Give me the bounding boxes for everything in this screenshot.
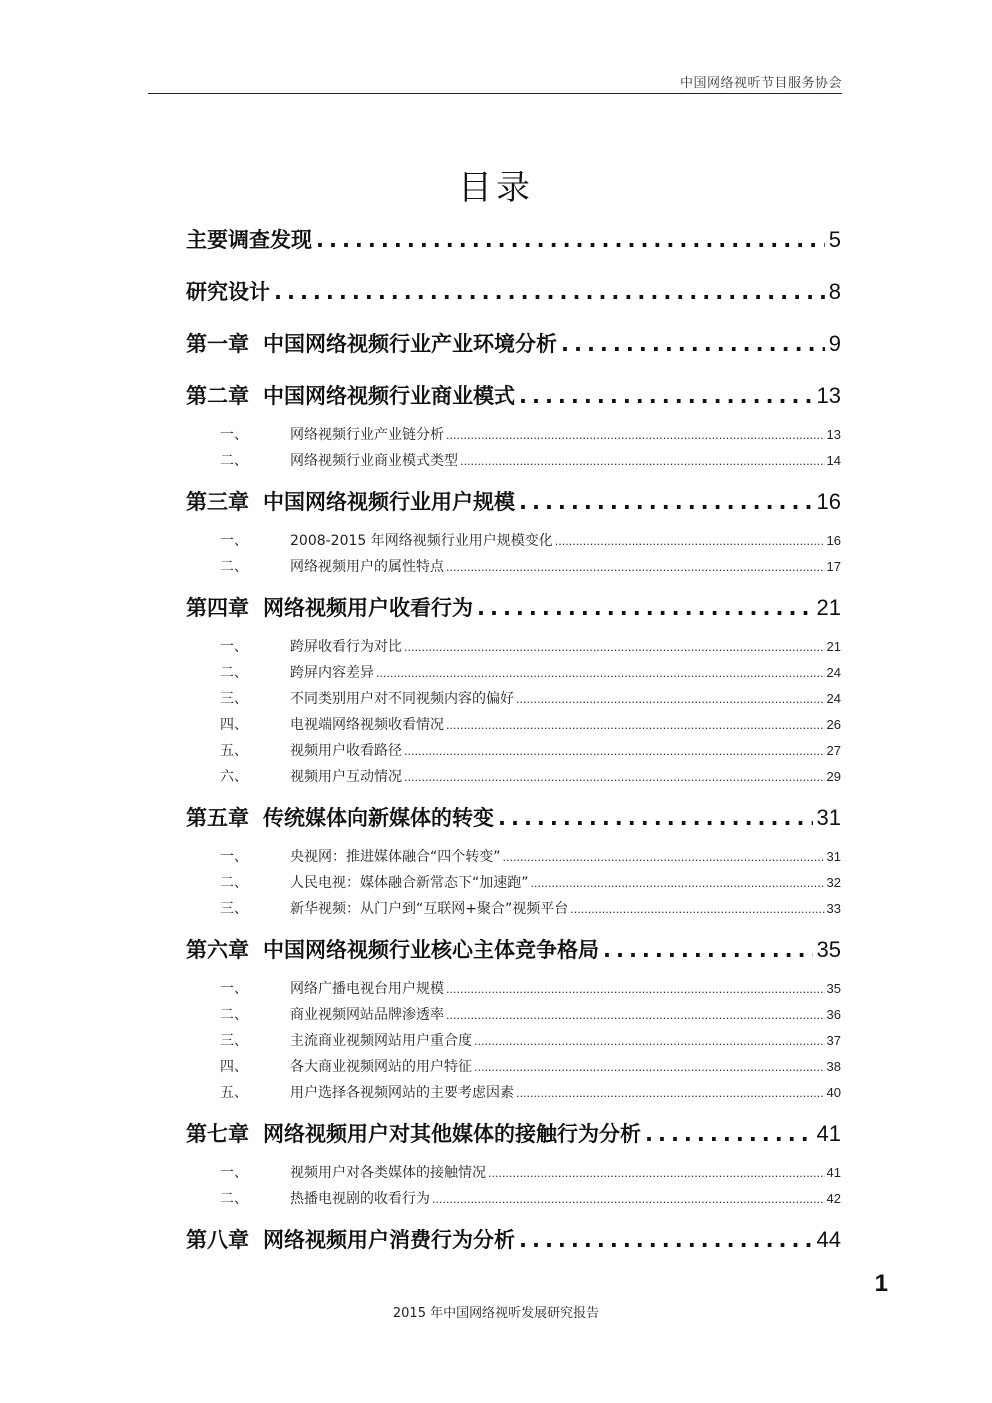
section-title: 视频用户收看路径 [290,743,402,759]
section-title: 不同类别用户对不同视频内容的偏好 [290,691,514,707]
section-page-number: 38 [826,1059,841,1074]
chapter-number: 第一章 [186,332,249,356]
chapter-number: 第八章 [186,1228,249,1252]
dot-leader [404,634,825,660]
toc-section-list [186,1160,841,1212]
table-of-contents [186,222,841,1274]
chapter-page-number: 41 [816,1121,841,1146]
toc-section-entry[interactable] [186,1186,841,1212]
section-number: 三、 [220,691,248,707]
header-rule [148,93,842,94]
section-page-number: 40 [826,1085,841,1100]
section-title: 人民电视：媒体融合新常态下“加速跑” [290,875,529,891]
section-number: 四、 [220,1059,248,1075]
section-title: 热播电视剧的收看行为 [290,1191,430,1207]
toc-section-list [186,976,841,1106]
toc-chapter-entry[interactable] [186,326,841,378]
dot-leader [503,844,825,870]
section-number: 一、 [220,981,248,997]
header-organization: 中国网络视听节目服务协会 [679,76,842,91]
dot-leader [474,1028,825,1054]
section-title: 网络视频行业产业链分析 [290,427,444,443]
section-number: 三、 [220,1033,248,1049]
section-page-number: 24 [826,691,841,706]
section-page-number: 26 [826,717,841,732]
dot-leader [477,590,813,626]
section-title: 商业视频网站品牌渗透率 [290,1007,444,1023]
toc-section-entry[interactable] [186,1080,841,1106]
section-page-number: 41 [826,1165,841,1180]
section-number: 一、 [220,533,248,549]
section-number: 二、 [220,665,248,681]
chapter-page-number: 31 [816,805,841,830]
section-number: 一、 [220,639,248,655]
section-title: 跨屏内容差异 [290,665,374,681]
section-page-number: 21 [826,639,841,654]
dot-leader [645,1116,813,1152]
section-page-number: 37 [826,1033,841,1048]
dot-leader [404,738,825,764]
chapter-page-number: 9 [828,331,841,356]
chapter-number: 第二章 [186,384,249,408]
dot-leader [446,1002,825,1028]
dot-leader [488,1160,825,1186]
dot-leader [516,1080,825,1106]
toc-section-entry[interactable] [186,634,841,660]
section-title: 主流商业视频网站用户重合度 [290,1033,472,1049]
section-number: 二、 [220,453,248,469]
chapter-page-number: 16 [816,489,841,514]
section-page-number: 27 [826,743,841,758]
dot-leader [432,1186,825,1212]
chapter-title: 中国网络视频行业产业环境分析 [263,332,557,356]
section-page-number: 31 [826,849,841,864]
toc-section-entry[interactable] [186,738,841,764]
toc-section-entry[interactable] [186,844,841,870]
toc-section-entry[interactable] [186,896,841,922]
section-title: 用户选择各视频网站的主要考虑因素 [290,1085,514,1101]
chapter-title: 网络视频用户消费行为分析 [263,1228,515,1252]
dot-leader [446,422,825,448]
section-title: 新华视频：从门户到“互联网+聚合”视频平台 [290,901,569,917]
chapter-page-number: 8 [828,279,841,304]
toc-section-entry[interactable] [186,554,841,580]
section-title: 跨屏收看行为对比 [290,639,402,655]
toc-section-entry[interactable] [186,660,841,686]
dot-leader [603,932,813,968]
chapter-title: 网络视频用户对其他媒体的接触行为分析 [263,1122,641,1146]
section-title: 网络视频行业商业模式类型 [290,453,458,469]
chapter-number: 第七章 [186,1122,249,1146]
chapter-title: 中国网络视频行业用户规模 [263,490,515,514]
section-page-number: 24 [826,665,841,680]
dot-leader [316,222,825,258]
dot-leader [446,976,825,1002]
section-page-number: 35 [826,981,841,996]
dot-leader [519,484,813,520]
section-number: 一、 [220,849,248,865]
section-page-number: 17 [826,559,841,574]
page-number: 1 [874,1270,888,1297]
dot-leader [519,1222,813,1258]
chapter-page-number: 35 [816,937,841,962]
section-page-number: 33 [826,901,841,916]
toc-section-entry[interactable] [186,870,841,896]
toc-section-list [186,634,841,790]
section-title: 各大商业视频网站的用户特征 [290,1059,472,1075]
section-title: 电视端网络视频收看情况 [290,717,444,733]
section-title: 视频用户互动情况 [290,769,402,785]
chapter-title: 传统媒体向新媒体的转变 [263,806,494,830]
toc-section-entry[interactable] [186,686,841,712]
dot-leader [376,660,825,686]
toc-section-entry[interactable] [186,712,841,738]
section-number: 一、 [220,1165,248,1181]
dot-leader [460,448,825,474]
chapter-title: 中国网络视频行业商业模式 [263,384,515,408]
dot-leader [274,274,825,310]
toc-chapter-entry[interactable] [186,1222,841,1274]
dot-leader [555,528,825,554]
toc-title: 目录 [458,168,534,208]
footer-title: 2015 年中国网络视听发展研究报告 [392,1306,600,1321]
section-page-number: 13 [826,427,841,442]
section-number: 二、 [220,1007,248,1023]
toc-section-entry[interactable] [186,448,841,474]
toc-section-list [186,422,841,474]
section-number: 三、 [220,901,248,917]
dot-leader [474,1054,825,1080]
toc-section-entry[interactable] [186,1054,841,1080]
toc-section-list [186,844,841,922]
section-number: 二、 [220,559,248,575]
toc-section-entry[interactable] [186,422,841,448]
dot-leader [446,712,825,738]
section-number: 二、 [220,875,248,891]
toc-section-entry[interactable] [186,1002,841,1028]
dot-leader [519,378,813,414]
toc-section-entry[interactable] [186,1160,841,1186]
chapter-title: 网络视频用户收看行为 [263,596,473,620]
chapter-title: 中国网络视频行业核心主体竞争格局 [263,938,599,962]
dot-leader [561,326,825,362]
chapter-title: 主要调查发现 [186,228,312,252]
chapter-number: 第三章 [186,490,249,514]
chapter-page-number: 13 [816,383,841,408]
section-number: 一、 [220,427,248,443]
chapter-page-number: 44 [816,1227,841,1252]
section-title: 2008-2015 年网络视频行业用户规模变化 [290,533,553,549]
section-page-number: 42 [826,1191,841,1206]
toc-section-entry[interactable] [186,528,841,554]
toc-section-entry[interactable] [186,764,841,790]
toc-chapter-entry[interactable] [186,222,841,274]
chapter-number: 第四章 [186,596,249,620]
section-page-number: 29 [826,769,841,784]
section-page-number: 16 [826,533,841,548]
section-title: 央视网：推进媒体融合“四个转变” [290,849,501,865]
chapter-page-number: 21 [816,595,841,620]
section-number: 六、 [220,769,248,785]
toc-section-entry[interactable] [186,976,841,1002]
section-page-number: 14 [826,453,841,468]
section-number: 四、 [220,717,248,733]
section-page-number: 36 [826,1007,841,1022]
toc-chapter-entry[interactable] [186,274,841,326]
dot-leader [404,764,825,790]
chapter-page-number: 5 [828,227,841,252]
section-page-number: 32 [826,875,841,890]
chapter-title: 研究设计 [186,280,270,304]
section-title: 网络视频用户的属性特点 [290,559,444,575]
dot-leader [531,870,825,896]
dot-leader [516,686,825,712]
section-title: 网络广播电视台用户规模 [290,981,444,997]
section-number: 二、 [220,1191,248,1207]
section-title: 视频用户对各类媒体的接触情况 [290,1165,486,1181]
dot-leader [570,896,824,922]
dot-leader [446,554,825,580]
chapter-number: 第六章 [186,938,249,962]
section-number: 五、 [220,743,248,759]
toc-section-entry[interactable] [186,1028,841,1054]
chapter-number: 第五章 [186,806,249,830]
section-number: 五、 [220,1085,248,1101]
dot-leader [498,800,813,836]
toc-section-list [186,528,841,580]
